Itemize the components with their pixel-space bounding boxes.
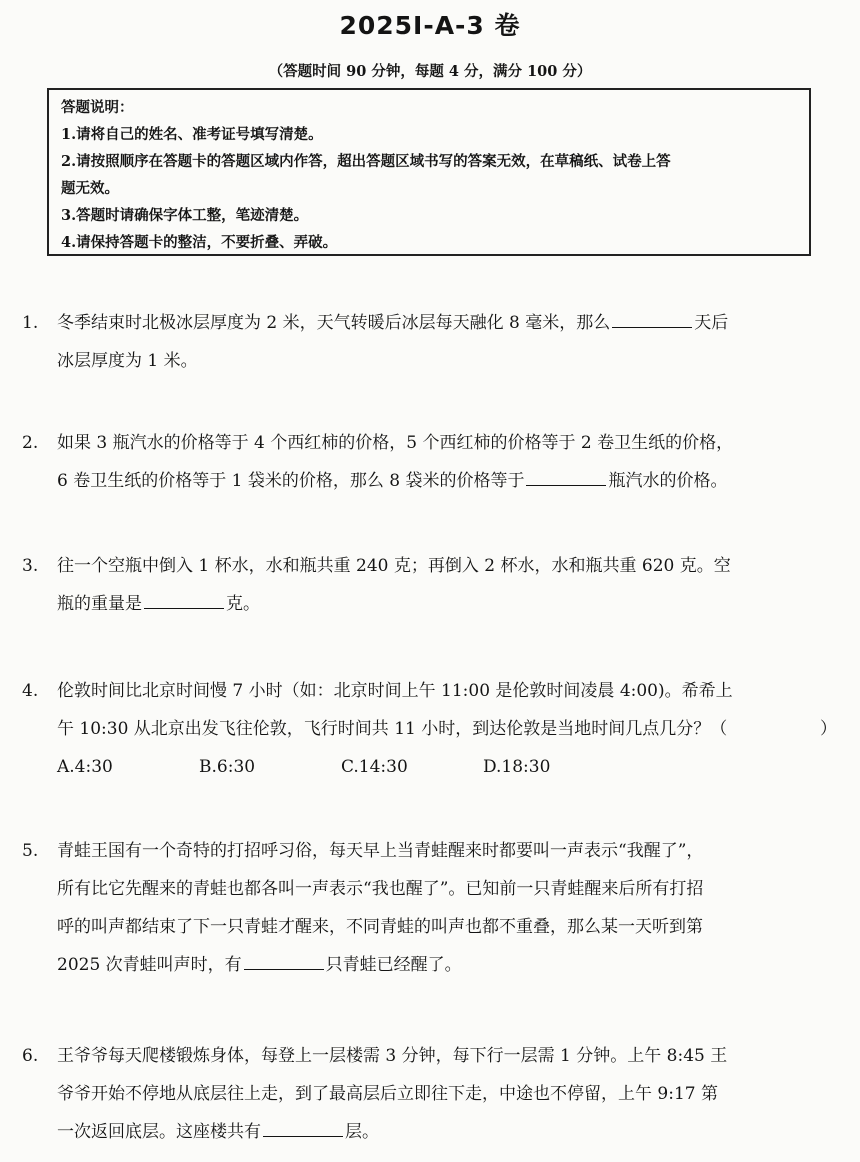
page-title: 2025I-A-3 卷 — [339, 11, 521, 40]
question-number: 5. — [22, 841, 39, 861]
exam-info: （答题时间 90 分钟，每题 4 分，满分 100 分） — [268, 63, 592, 80]
instruction-item: 3.答题时请确保字体工整，笔迹清楚。 — [61, 207, 309, 224]
answer-bracket: ） — [820, 719, 837, 739]
question-text: 只青蛙已经醒了。 — [325, 955, 462, 975]
answer-blank — [244, 949, 324, 970]
answer-blank — [263, 1116, 343, 1137]
question-number: 4. — [22, 681, 39, 701]
option-c: C.14:30 — [341, 757, 408, 777]
question-text: 伦敦时间比北京时间慢 7 小时（如：北京时间上午 11:00 是伦敦时间凌晨 4:00)。希希上 — [57, 681, 733, 701]
question-text: 层。 — [345, 1122, 379, 1142]
question-number: 2. — [22, 433, 39, 453]
question-text: 天后 — [694, 313, 729, 333]
question-text: 瓶汽水的价格。 — [608, 471, 728, 491]
instructions-heading: 答题说明： — [61, 99, 134, 116]
instructions-box — [47, 88, 811, 256]
question-text: 一次返回底层。这座楼共有 — [57, 1122, 261, 1142]
question-text: 午 10:30 从北京出发飞往伦敦，飞行时间共 11 小时，到达伦敦是当地时间几点几分？（ — [57, 719, 728, 739]
question-text: 往一个空瓶中倒入 1 杯水，水和瓶共重 240 克；再倒入 2 杯水，水和瓶共重 620 克。空 — [57, 556, 731, 576]
question-text: 青蛙王国有一个奇特的打招呼习俗，每天早上当青蛙醒来时都要叫一声表示“我醒了”， — [57, 841, 704, 861]
option-d: D.18:30 — [483, 757, 551, 777]
question-text: 冬季结束时北极冰层厚度为 2 米，天气转暖后冰层每天融化 8 毫米，那么 — [57, 313, 611, 333]
question-text: 如果 3 瓶汽水的价格等于 4 个西红柿的价格，5 个西红柿的价格等于 2 卷卫生纸的价格， — [57, 433, 734, 453]
instruction-item: 题无效。 — [61, 180, 119, 197]
instruction-item: 4.请保持答题卡的整洁，不要折叠、弄破。 — [61, 234, 338, 251]
question-text: 克。 — [226, 594, 260, 614]
question-text: 呼的叫声都结束了下一只青蛙才醒来，不同青蛙的叫声也都不重叠，那么某一天听到第 — [57, 917, 703, 937]
answer-blank — [144, 588, 224, 609]
instruction-item: 1.请将自己的姓名、准考证号填写清楚。 — [61, 126, 323, 143]
option-a: A.4:30 — [57, 757, 113, 777]
question-number: 3. — [22, 556, 39, 576]
option-b: B.6:30 — [199, 757, 256, 777]
question-number: 6. — [22, 1046, 39, 1066]
instruction-item: 2.请按照顺序在答题卡的答题区域内作答，超出答题区域书写的答案无效，在草稿纸、试卷上答 — [61, 153, 671, 170]
question-text: 王爷爷每天爬楼锻炼身体，每登上一层楼需 3 分钟，每下行一层需 1 分钟。上午 8:45 王 — [57, 1046, 728, 1066]
answer-options — [57, 748, 837, 786]
question-text: 2025 次青蛙叫声时，有 — [57, 955, 242, 975]
answer-blank — [612, 307, 692, 328]
question-text: 冰层厚度为 1 米。 — [57, 351, 198, 371]
question-text: 6 卷卫生纸的价格等于 1 袋米的价格，那么 8 袋米的价格等于 — [57, 471, 525, 491]
question-text: 瓶的重量是 — [57, 594, 142, 614]
question-text: 所有比它先醒来的青蛙也都各叫一声表示“我也醒了”。已知前一只青蛙醒来后所有打招 — [57, 879, 704, 899]
question-number: 1. — [22, 313, 39, 333]
answer-blank — [526, 465, 606, 486]
question-text: 爷爷开始不停地从底层往上走，到了最高层后立即往下走，中途也不停留，上午 9:17 第 — [57, 1084, 718, 1104]
